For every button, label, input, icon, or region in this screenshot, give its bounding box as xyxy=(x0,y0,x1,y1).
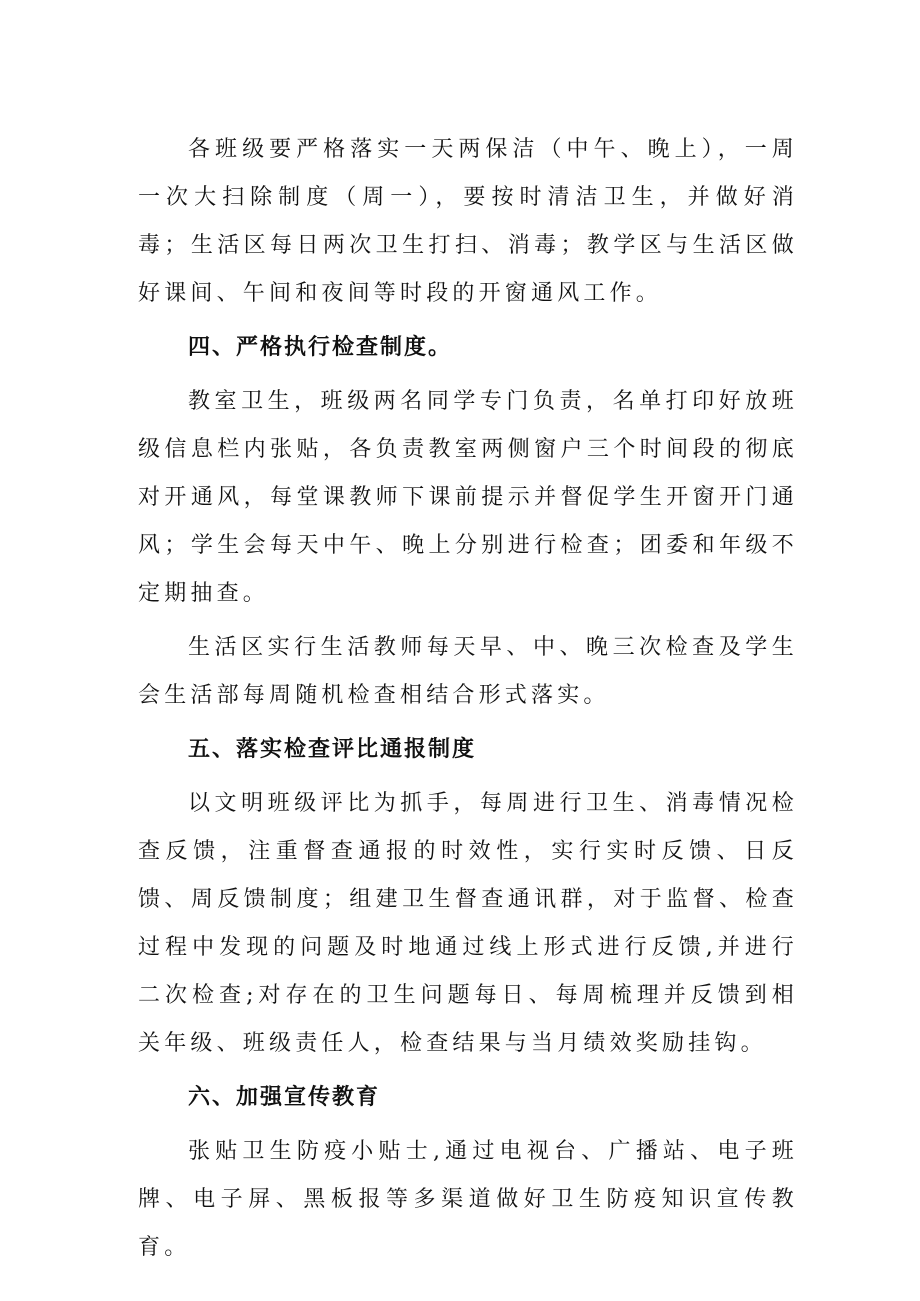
section-heading-4: 四、严格执行检查制度。 xyxy=(188,335,453,360)
paragraph-evaluation-reporting: 以文明班级评比为抓手，每周进行卫生、消毒情况检查反馈，注重督查通报的时效性，实行实时反馈、日反馈、周反馈制度；组建卫生督查通讯群，对于监督、检查过程中发现的问题及时地通过线上形式进行反馈,并进行二次检查;对存在的卫生问题每日、每周梳理并反馈到相关年级、班级责任人，检查结果与当月绩效奖励挂钩。 xyxy=(138,791,798,1056)
section-heading-6: 六、加强宣传教育 xyxy=(188,1085,381,1110)
paragraph-publicity-education: 张贴卫生防疫小贴士,通过电视台、广播站、电子班牌、电子屏、黑板报等多渠道做好卫生防疫知识宣传教育。 xyxy=(138,1139,798,1260)
section-heading-5: 五、落实检查评比通报制度 xyxy=(188,737,477,762)
paragraph-dorm-inspection: 生活区实行生活教师每天早、中、晚三次检查及学生会生活部每周随机检查相结合形式落实。 xyxy=(138,635,798,708)
document-body xyxy=(138,126,798,1278)
paragraph-classroom-inspection: 教室卫生，班级两名同学专门负责，名单打印好放班级信息栏内张贴，各负责教室两侧窗户三个时间段的彻底对开通风，每堂课教师下课前提示并督促学生开窗开门通风；学生会每天中午、晚上分别进行检查；团委和年级不定期抽查。 xyxy=(138,389,798,606)
paragraph-cleaning-schedule: 各班级要严格落实一天两保洁（中午、晚上），一周一次大扫除制度（周一），要按时清洁卫生，并做好消毒；生活区每日两次卫生打扫、消毒；教学区与生活区做好课间、午间和夜间等时段的开窗通风工作。 xyxy=(138,137,798,306)
